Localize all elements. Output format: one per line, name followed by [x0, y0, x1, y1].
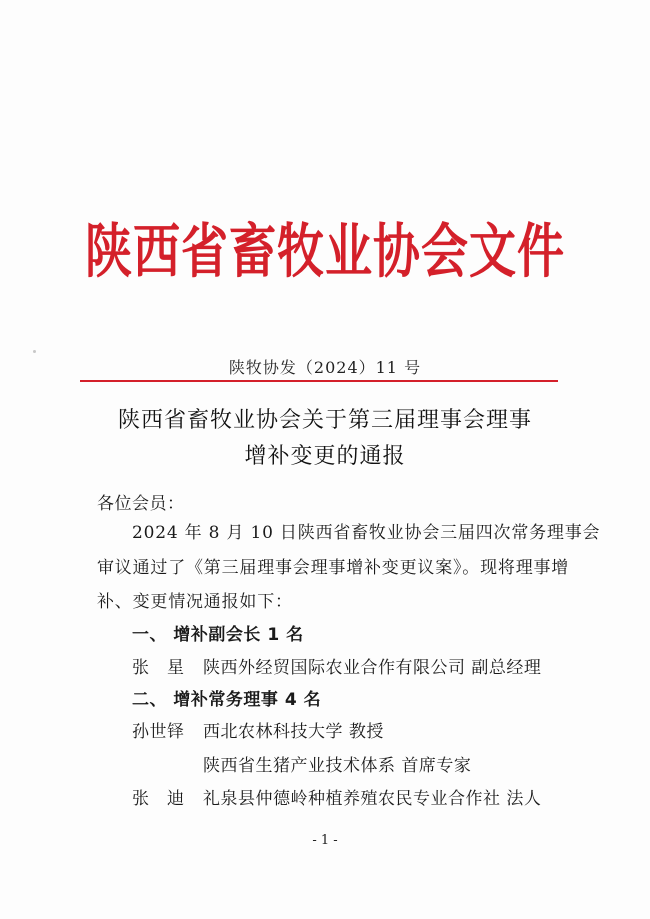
red-divider-line: [80, 380, 558, 382]
entry-detail: 礼泉县仲德岭种植养殖农民专业合作社 法人: [203, 789, 542, 809]
entry-name: 张 星: [132, 658, 185, 678]
document-number: 陕牧协发（2024）11 号: [228, 358, 422, 377]
salutation: 各位会员：: [97, 494, 185, 514]
org-header-title: 陕西省畜牧业协会文件: [85, 217, 565, 287]
section-heading-vice-president: 一、 增补副会长 1 名: [132, 625, 304, 645]
paragraph-line-2: 审议通过了《第三届理事会理事增补变更议案》。现将理事增: [97, 558, 570, 578]
paragraph-line-3: 补、变更情况通报如下：: [97, 592, 293, 612]
entry-name: 张 迪: [132, 789, 185, 809]
entry-detail: 陕西外经贸国际农业合作有限公司 副总经理: [203, 658, 542, 678]
section-heading-standing-directors: 二、 增补常务理事 4 名: [132, 690, 322, 710]
entry-detail: 陕西省生猪产业技术体系 首席专家: [203, 756, 472, 776]
entry-detail: 西北农林科技大学 教授: [203, 722, 384, 742]
notice-title-line-2: 增补变更的通报: [244, 444, 406, 469]
paragraph-line-1: 2024 年 8 月 10 日陕西省畜牧业协会三届四次常务理事会: [132, 523, 601, 543]
scan-speck: [33, 350, 36, 353]
notice-title-line-1: 陕西省畜牧业协会关于第三届理事会理事: [117, 408, 532, 433]
page-number: - 1 -: [312, 833, 338, 848]
entry-name: 孙世铎: [132, 722, 185, 742]
